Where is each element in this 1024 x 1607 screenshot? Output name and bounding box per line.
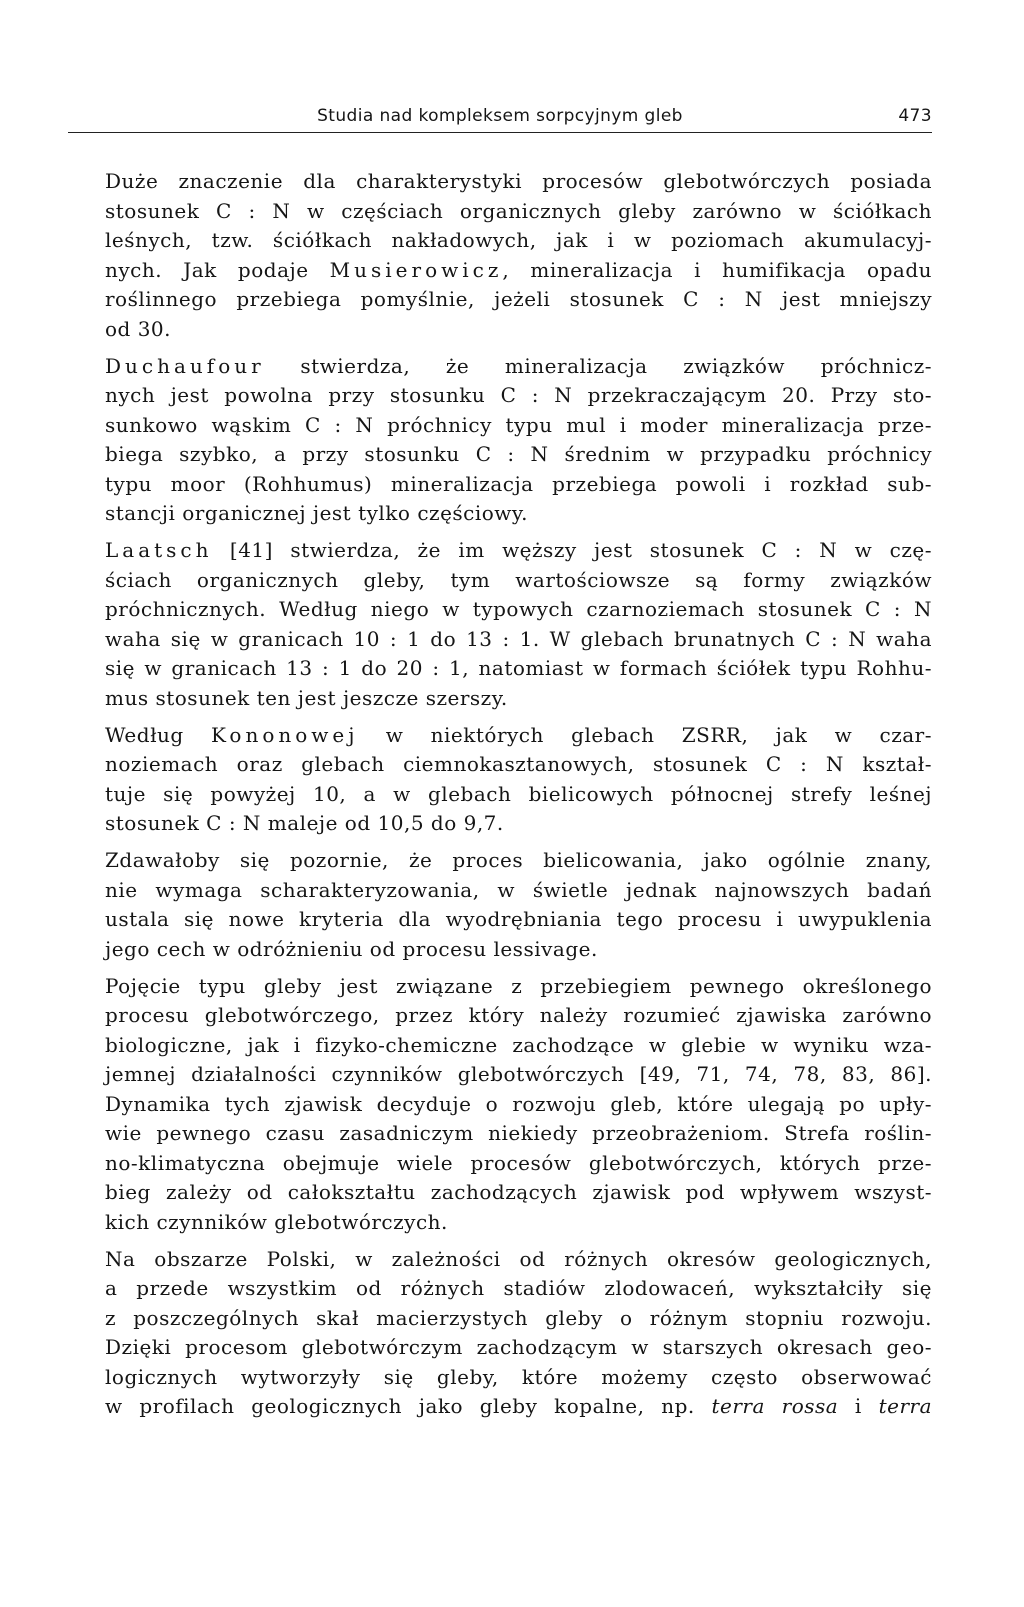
text-line: waha się w granicach 10 : 1 do 13 : 1. W glebach brunatnych C : N waha [105,626,932,651]
italic-term: terra [878,1394,932,1418]
text-line: Na obszarze Polski, w zależności od różnych okresów geologicznych, [105,1246,932,1271]
text-line: od 30. [105,316,172,341]
text-line: Dynamika tych zjawisk decyduje o rozwoju gleb, które ulegają po upły- [105,1091,932,1116]
author-name: Duchaufour [105,353,265,378]
paragraph [68,721,932,839]
text-line: ustala się nowe kryteria dla wyodrębniania tego procesu i uwypuklenia [105,907,932,931]
text-line: jemnej działalności czynników glebotwórczych [49, 71, 74, 78, 83, 86]. [105,1062,932,1086]
text-line: Duchaufour stwierdza, że mineralizacja związków próchnicz- [105,353,932,378]
text-line: mus stosunek ten jest jeszcze szerszy. [105,685,508,710]
author-name: Kononowej [211,722,359,747]
text-line: roślinnego przebiega pomyślnie, jeżeli stosunek C : N jest mniejszy [105,287,932,311]
text-line: biologiczne, jak i fizyko-chemiczne zachodzące w glebie w wyniku wza- [105,1032,932,1057]
italic-term: terra rossa [711,1394,839,1418]
paragraph [68,352,932,529]
text-line: próchnicznych. Według niego w typowych czarnoziemach stosunek C : N [105,597,932,621]
text-line: no-klimatyczna obejmuje wiele procesów glebotwórczych, których prze- [105,1150,932,1175]
paragraph [68,1245,932,1422]
text-line: się w granicach 13 : 1 do 20 : 1, natomiast w formach ściółek typu Rohhu- [105,656,932,680]
text-line: jego cech w odróżnieniu od procesu lessivage. [105,936,598,961]
text-line: w profilach geologicznych jako gleby kopalne, np. terra rossa i terra [105,1394,932,1418]
text-line: nie wymaga scharakteryzowania, w świetle jednak najnowszych badań [105,877,932,902]
text-line: nych jest powolna przy stosunku C : N przekraczającym 20. Przy sto- [105,383,932,407]
text-line: Laatsch [41] stwierdza, że im węższy jest stosunek C : N w czę- [105,538,932,562]
body-text [68,167,932,1429]
text-line: leśnych, tzw. ściółkach nakładowych, jak i w poziomach akumulacyj- [105,228,932,252]
text-line: z poszczególnych skał macierzystych gleby o różnym stopniu rozwoju. [105,1305,932,1330]
text-line: kich czynników glebotwórczych. [105,1209,448,1234]
author-name: Laatsch [105,538,213,562]
text-line: bieg zależy od całokształtu zachodzących zjawisk pod wpływem wszyst- [105,1180,932,1204]
text-line: Dzięki procesom glebotwórczym zachodzącym w starszych okresach geo- [105,1335,932,1359]
text-line: typu moor (Rohhumus) mineralizacja przebiega powoli i rozkład sub- [105,471,932,496]
text-line: stancji organicznej jest tylko częściowy. [105,501,528,525]
running-title: Studia nad kompleksem sorpcyjnym gleb [317,106,683,126]
text-line: noziemach oraz glebach ciemnokasztanowych, stosunek C : N kształ- [105,752,932,776]
text-line: Duże znaczenie dla charakterystyki procesów glebotwórczych posiada [105,169,932,193]
text-line: nych. Jak podaje Musierowicz, mineralizacja i humifikacja opadu [105,257,932,282]
text-line: Pojęcie typu gleby jest związane z przebiegiem pewnego określonego [105,973,932,998]
text-line: logicznych wytworzyły się gleby, które możemy często obserwować [105,1364,932,1389]
paragraph [68,972,932,1238]
author-name: Musierowicz [329,257,503,282]
page-header [68,104,932,133]
text-line: Zdawałoby się pozornie, że proces bielicowania, jako ogólnie znany, [105,848,932,872]
paragraph [68,846,932,964]
text-line: procesu glebotwórczego, przez który należy rozumieć zjawiska zarówno [105,1003,932,1027]
text-line: tuje się powyżej 10, a w glebach bielicowych północnej strefy leśnej [105,781,932,806]
text-line: ściach organicznych gleby, tym wartościowsze są formy związków [105,567,932,592]
paragraph [68,167,932,344]
text-line: Według Kononowej w niektórych glebach ZSRR, jak w czar- [105,722,932,747]
paragraph [68,536,932,713]
text-line: sunkowo wąskim C : N próchnicy typu mul i moder mineralizacja prze- [105,412,932,437]
text-line: stosunek C : N maleje od 10,5 do 9,7. [105,811,504,835]
text-line: biega szybko, a przy stosunku C : N średnim w przypadku próchnicy [105,442,932,466]
text-line: wie pewnego czasu zasadniczym niekiedy przeobrażeniom. Strefa roślin- [105,1121,932,1145]
text-line: a przede wszystkim od różnych stadiów zlodowaceń, wykształciły się [105,1276,932,1300]
page-number: 473 [898,106,932,126]
text-line: stosunek C : N w częściach organicznych gleby zarówno w ściółkach [105,198,932,223]
